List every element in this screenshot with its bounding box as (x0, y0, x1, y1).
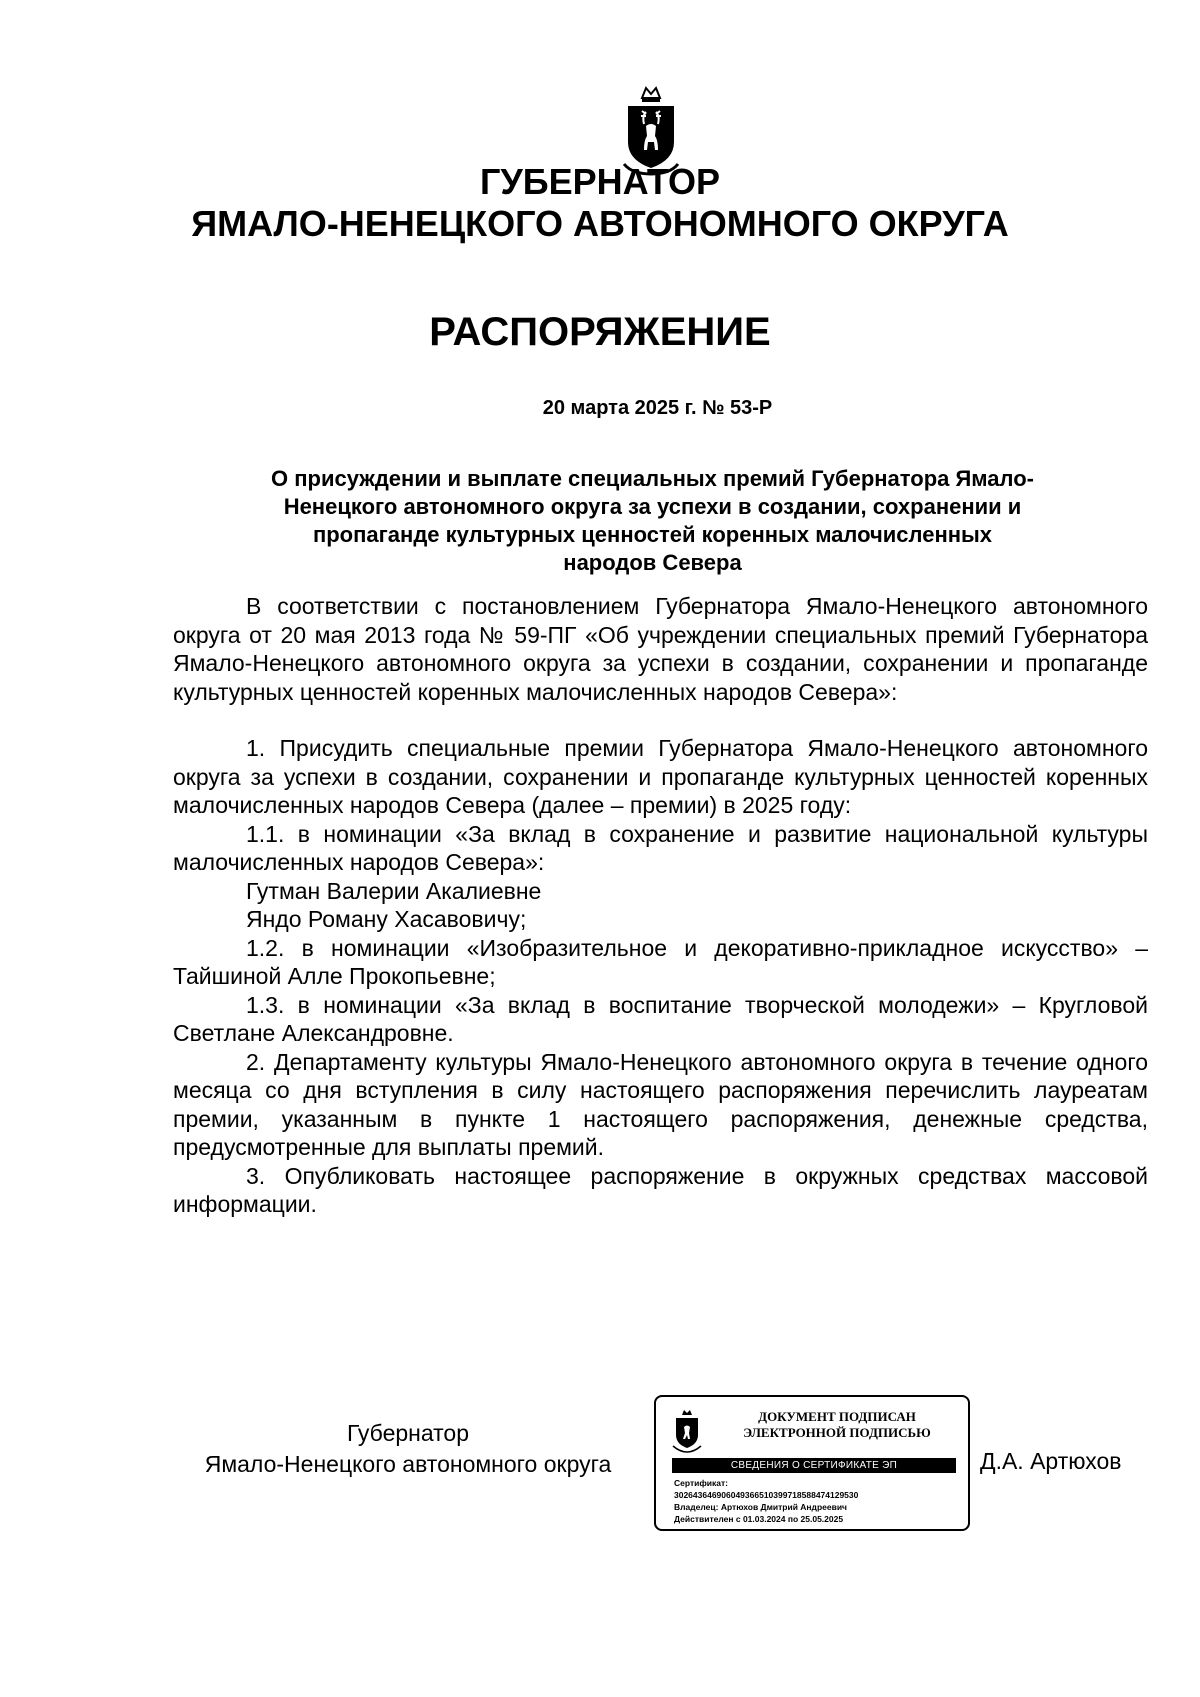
subject-line: Ненецкого автономного округа за успехи в создании, сохранении и (283, 494, 1022, 519)
item-1-3: 1.3. в номинации «За вклад в воспитание творческой молодежи» – Кругловой Светлане Александровне. (173, 991, 1148, 1046)
date-number: 20 марта 2025 г. № 53-Р (542, 397, 773, 419)
position-region: Ямало-Ненецкого автономного округа (204, 1451, 612, 1477)
item-2: 2. Департаменту культуры Ямало-Ненецкого автономного округа в течение одного месяца со дня вступления в силу настоящего распоряжения перечислить лауреатам премии, указанным в пункте 1 настоящего распоряжения, денежные средства, предусмотренные для выплаты премий. (173, 1048, 1148, 1160)
certificate-details (674, 1477, 858, 1525)
electronic-signature-stamp (654, 1395, 970, 1531)
item-1-2: 1.2. в номинации «Изобразительное и декоративно-прикладное искусство» – Тайшиной Алле Прокопьевне; (173, 934, 1148, 989)
laureate-name: Гутман Валерии Акалиевне (246, 877, 542, 904)
certificate-owner: Владелец: Артюхов Дмитрий Андреевич (674, 1502, 847, 1512)
document-subject (190, 465, 1115, 577)
stamp-title-line: ЭЛЕКТРОННОЙ ПОДПИСЬЮ (743, 1425, 931, 1440)
laureate-name: Яндо Роману Хасавовичу; (246, 906, 527, 932)
signatory-name: Д.А. Артюхов (980, 1448, 1122, 1474)
preamble-paragraph: В соответствии с постановлением Губернатора Ямало-Ненецкого автономного округа от 20 мая 2013 года № 59-ПГ «Об учреждении специальных премий Губернатора Ямало-Ненецкого автономного округа за успехи в создании, сохранении и пропаганде культурных ценностей коренных малочисленных народов Севера»: (173, 593, 1148, 705)
issuer-region: ЯМАЛО-НЕНЕЦКОГО АВТОНОМНОГО ОКРУГА (191, 203, 1009, 244)
subject-line: народов Севера (563, 550, 742, 575)
item-1-1: 1.1. в номинации «За вклад в сохранение и развитие национальной культуры малочисленных народов Севера»: (173, 820, 1148, 875)
item-1: 1. Присудить специальные премии Губернатора Ямало-Ненецкого автономного округа за успехи в создании, сохранении и пропаганде культурных ценностей коренных малочисленных народов Севера (далее – премии) в 2025 году: (173, 735, 1148, 818)
subject-line: О присуждении и выплате специальных премий Губернатора Ямало- (271, 466, 1034, 491)
stamp-title-line: ДОКУМЕНТ ПОДПИСАН (758, 1409, 916, 1424)
certificate-validity: Действителен с 01.03.2024 по 25.05.2025 (674, 1514, 844, 1524)
subject-line: пропаганде культурных ценностей коренных малочисленных (312, 522, 993, 547)
stamp-emblem-icon (672, 1409, 702, 1453)
certificate-info-bar: СВЕДЕНИЯ О СЕРТИФИКАТЕ ЭП (672, 1458, 956, 1473)
document-body (173, 592, 1148, 1219)
signatory-position (173, 1418, 643, 1480)
stamp-title (712, 1409, 962, 1441)
issuer-title: ГУБЕРНАТОР (479, 161, 720, 202)
document-type: РАСПОРЯЖЕНИЕ (429, 310, 771, 354)
position-title: Губернатор (346, 1420, 470, 1446)
item-3: 3. Опубликовать настоящее распоряжение в окружных средствах массовой информации. (173, 1162, 1148, 1217)
certificate-number: 302643646906049366510399718588474129530 (674, 1490, 859, 1500)
certificate-label: Сертификат: (674, 1478, 728, 1488)
